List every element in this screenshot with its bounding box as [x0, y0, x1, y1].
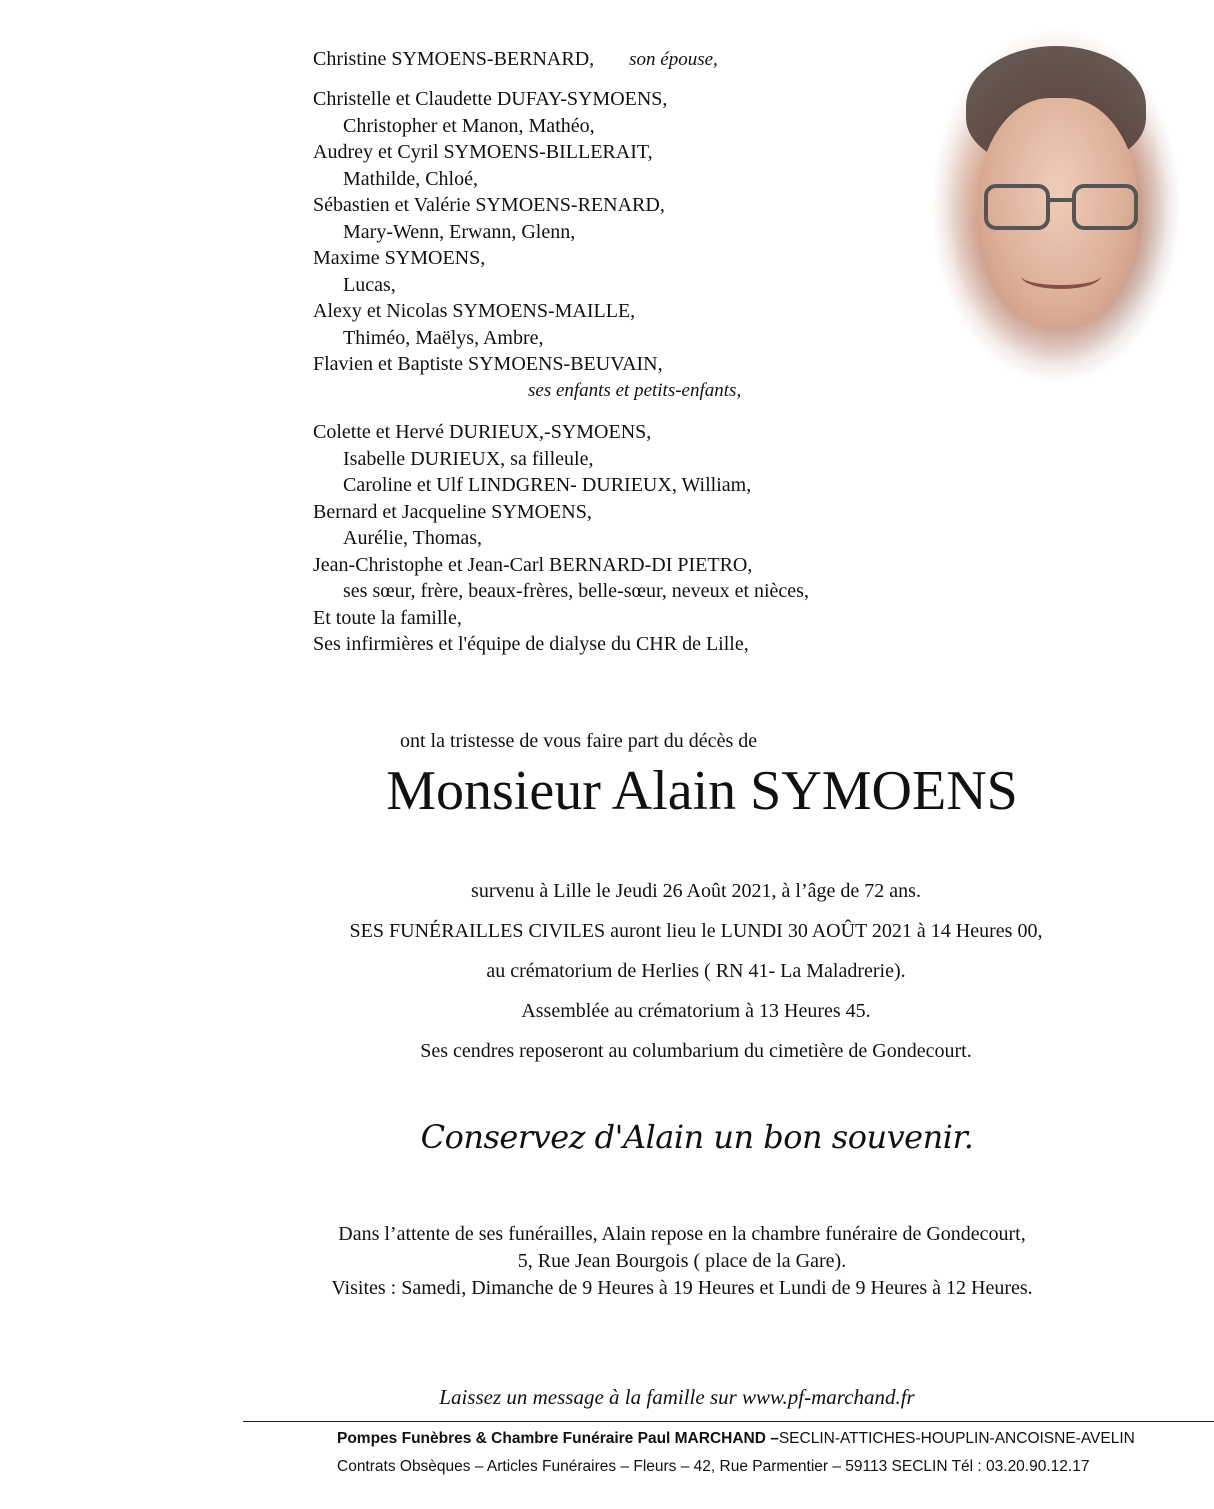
family-member-line: Caroline et Ulf LINDGREN- DURIEUX, William,	[343, 474, 752, 496]
family-member-line: Aurélie, Thomas,	[343, 527, 483, 549]
footer-company-name: Pompes Funèbres & Chambre Funéraire Paul MARCHAND –	[337, 1430, 779, 1447]
glasses-icon	[978, 178, 1148, 238]
family-member-line: Christopher et Manon, Mathéo,	[343, 114, 595, 137]
family-member-line: Sébastien et Valérie SYMOENS-RENARD,	[313, 194, 665, 216]
family-member-line: Colette et Hervé DURIEUX,-SYMOENS,	[313, 421, 652, 443]
spouse-line	[313, 46, 718, 74]
detail-line: SES FUNÉRAILLES CIVILES auront lieu le LUNDI 30 AOÛT 2021 à 14 Heures 00,	[349, 920, 1043, 942]
family-member-line: Jean-Christophe et Jean-Carl BERNARD-DI PIETRO,	[313, 553, 753, 576]
family-member-line: Mary-Wenn, Erwann, Glenn,	[343, 220, 576, 243]
family-member-line: Audrey et Cyril SYMOENS-BILLERAIT,	[313, 141, 653, 163]
visit-info-line: 5, Rue Jean Bourgois ( place de la Gare).	[517, 1250, 847, 1272]
family-member-line: Thiméo, Maëlys, Ambre,	[343, 326, 544, 349]
family-member-line: Lucas,	[343, 273, 396, 296]
family-member-line: Flavien et Baptiste SYMOENS-BEUVAIN,	[313, 353, 663, 375]
footer-contact-line: Contrats Obsèques – Articles Funéraires – Fleurs – 42, Rue Parmentier – 59113 SECLIN Tél : 03.20.90.12.17	[337, 1458, 1090, 1475]
footer-company-towns: SECLIN-ATTICHES-HOUPLIN-ANCOISNE-AVELIN	[778, 1430, 1135, 1447]
footer-company-line	[337, 1430, 1135, 1448]
detail-line: Ses cendres reposeront au columbarium du cimetière de Gondecourt.	[420, 1040, 972, 1062]
deceased-name: Monsieur Alain SYMOENS	[386, 760, 1018, 822]
announcement-intro: ont la tristesse de vous faire part du décès de	[400, 730, 758, 752]
family-member-line: Isabelle DURIEUX, sa filleule,	[343, 447, 594, 470]
spouse-name: Christine SYMOENS-BERNARD,	[313, 48, 595, 70]
visit-info-line: Visites : Samedi, Dimanche de 9 Heures à 19 Heures et Lundi de 9 Heures à 12 Heures.	[331, 1277, 1033, 1299]
detail-line: Assemblée au crématorium à 13 Heures 45.	[521, 1000, 871, 1022]
family-member-line: Christelle et Claudette DUFAY-SYMOENS,	[313, 88, 668, 110]
family-member-line: Mathilde, Chloé,	[343, 167, 478, 190]
visit-info-line: Dans l’attente de ses funérailles, Alain repose en la chambre funéraire de Gondecourt,	[338, 1223, 1026, 1245]
spouse-role: son épouse,	[629, 49, 718, 70]
siblings-block	[313, 419, 809, 658]
footer-divider	[243, 1421, 1214, 1422]
deceased-photo	[926, 28, 1186, 398]
children-role: ses enfants et petits-enfants,	[528, 380, 742, 401]
family-member-line: ses sœur, frère, beaux-frères, belle-sœur, neveux et nièces,	[343, 580, 809, 602]
family-member-line: Alexy et Nicolas SYMOENS-MAILLE,	[313, 300, 636, 322]
family-member-line: Maxime SYMOENS,	[313, 247, 486, 269]
quote-line: Conservez d'Alain un bon souvenir.	[420, 1118, 974, 1156]
detail-line: survenu à Lille le Jeudi 26 Août 2021, à l’âge de 72 ans.	[471, 880, 921, 902]
family-member-line: Ses infirmières et l'équipe de dialyse du CHR de Lille,	[313, 633, 749, 655]
photo-mouth	[1021, 263, 1101, 289]
detail-line: au crématorium de Herlies ( RN 41- La Maladrerie).	[486, 960, 906, 982]
family-member-line: Et toute la famille,	[313, 606, 462, 629]
message-line: Laissez un message à la famille sur www.pf-marchand.fr	[439, 1385, 915, 1409]
family-member-line: Bernard et Jacqueline SYMOENS,	[313, 500, 592, 523]
children-block	[313, 86, 667, 378]
